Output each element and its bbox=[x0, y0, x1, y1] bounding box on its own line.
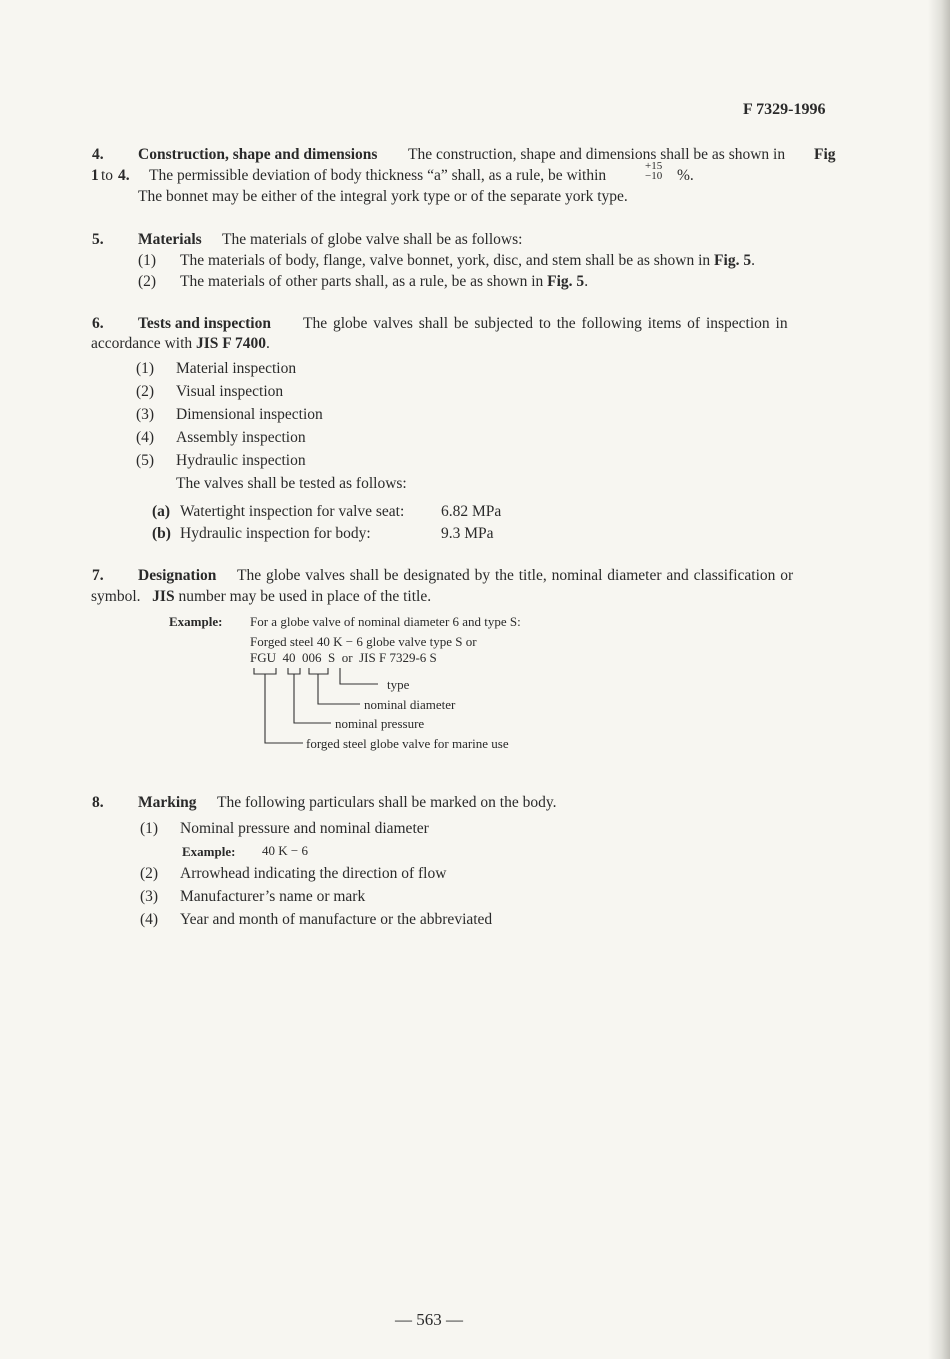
s6-item-2-num: (2) bbox=[136, 383, 155, 400]
s8-title: Marking bbox=[138, 794, 197, 811]
callout-type: type bbox=[387, 677, 410, 692]
s5-number: 5. bbox=[92, 231, 104, 248]
s6-test-b-text: Hydraulic inspection for body: bbox=[180, 525, 371, 542]
s5-item-1-end: . bbox=[751, 252, 755, 269]
bracket-40 bbox=[288, 668, 300, 674]
s5-item-1-ref: Fig. 5 bbox=[714, 252, 752, 269]
leader-nominal-pressure bbox=[294, 674, 331, 723]
s6-test-a-value: 6.82 MPa bbox=[441, 503, 502, 520]
s6-line2-text: accordance with bbox=[91, 335, 193, 352]
s5-item-2-num: (2) bbox=[138, 273, 157, 290]
s7-jis-code: JIS F 7329-6 S bbox=[359, 650, 437, 665]
s4-fig-ref-4: 4. bbox=[118, 167, 130, 184]
leader-type bbox=[340, 668, 378, 684]
s6-item-1-text: Material inspection bbox=[176, 360, 297, 377]
s6-item-2-text: Visual inspection bbox=[176, 383, 284, 400]
s7-forged: Forged steel 40 K − 6 globe valve type S or bbox=[250, 634, 477, 649]
s8-item-4-num: (4) bbox=[140, 911, 159, 928]
s8-item-3-num: (3) bbox=[140, 888, 159, 905]
s7-title: Designation bbox=[138, 567, 217, 584]
s6-item-5-num: (5) bbox=[136, 452, 155, 469]
s6-title: Tests and inspection bbox=[138, 315, 271, 332]
s7-code: FGU 40 006 S bbox=[250, 650, 336, 665]
s6-item-1-num: (1) bbox=[136, 360, 155, 377]
s7-jis: JIS bbox=[152, 588, 175, 605]
s4-fig-ref: Fig bbox=[814, 146, 836, 163]
s4-to: to bbox=[101, 167, 114, 184]
s6-number: 6. bbox=[92, 315, 104, 332]
s4-title: Construction, shape and dimensions bbox=[138, 146, 378, 163]
s7-line2b: number may be used in place of the title. bbox=[178, 588, 432, 605]
s5-item-1-num: (1) bbox=[138, 252, 157, 269]
page-number: — 563 — bbox=[395, 1310, 463, 1329]
s6-test-a-text: Watertight inspection for valve seat: bbox=[180, 503, 405, 520]
s6-item-4-num: (4) bbox=[136, 429, 155, 446]
s8-example-value: 40 K − 6 bbox=[262, 843, 308, 858]
s6-test-b-value: 9.3 MPa bbox=[441, 525, 494, 542]
s4-line1: The construction, shape and dimensions shall be as shown in bbox=[408, 146, 786, 163]
leader-forged-steel bbox=[265, 674, 303, 743]
s8-number: 8. bbox=[92, 794, 104, 811]
s6-tested-intro: The valves shall be tested as follows: bbox=[176, 475, 407, 492]
s4-fig-ref-1: 1 bbox=[91, 167, 99, 184]
bracket-fgu bbox=[254, 668, 276, 674]
s8-intro: The following particulars shall be marked on the body. bbox=[217, 794, 557, 811]
s8-item-4-text: Year and month of manufacture or the abbreviated bbox=[180, 911, 493, 928]
s6-test-b-label: (b) bbox=[152, 525, 171, 542]
s4-number: 4. bbox=[92, 146, 104, 163]
s7-line1: The globe valves shall be designated by the title, nominal diameter and classification or bbox=[237, 567, 794, 584]
s5-item-2-end: . bbox=[584, 273, 589, 290]
s8-example-label: Example: bbox=[182, 844, 236, 859]
callout-forged-steel: forged steel globe valve for marine use bbox=[306, 736, 509, 751]
s7-example-text: For a globe valve of nominal diameter 6 and type S: bbox=[250, 614, 521, 629]
s5-intro: The materials of globe valve shall be as follows: bbox=[222, 231, 523, 248]
s4-percent: %. bbox=[677, 167, 694, 184]
bracket-006 bbox=[309, 668, 328, 674]
s8-item-2-num: (2) bbox=[140, 865, 159, 882]
s5-title: Materials bbox=[138, 231, 202, 248]
s6-jis-ref: JIS F 7400 bbox=[196, 335, 267, 352]
s5-item-2-ref: Fig. 5 bbox=[547, 273, 585, 290]
document-id: F 7329-1996 bbox=[743, 101, 826, 118]
s4-line3: The bonnet may be either of the integral york type or of the separate york type. bbox=[138, 188, 628, 205]
s4-line2: The permissible deviation of body thickness “a” shall, as a rule, be within bbox=[149, 167, 607, 184]
callout-nominal-diameter: nominal diameter bbox=[364, 697, 456, 712]
s6-test-a-label: (a) bbox=[152, 503, 171, 520]
s8-item-1-num: (1) bbox=[140, 820, 159, 837]
s6-item-3-num: (3) bbox=[136, 406, 155, 423]
s5-item-1-body: The materials of body, flange, valve bonnet, york, disc, and stem shall be as shown in bbox=[180, 252, 711, 269]
s8-item-1-text: Nominal pressure and nominal diameter bbox=[180, 820, 429, 837]
s8-item-3-text: Manufacturer’s name or mark bbox=[180, 888, 366, 905]
s6-line1: The globe valves shall be subjected to the following items of inspection in bbox=[303, 315, 788, 332]
s7-line2a: symbol. bbox=[91, 588, 141, 605]
s8-item-2-text: Arrowhead indicating the direction of flow bbox=[180, 865, 447, 882]
s6-line2-end: . bbox=[266, 335, 270, 352]
s6-item-3-text: Dimensional inspection bbox=[176, 406, 323, 423]
s7-example-label: Example: bbox=[169, 614, 223, 629]
s5-item-2-body: The materials of other parts shall, as a rule, be as shown in bbox=[180, 273, 544, 290]
tolerance-top: +15 bbox=[645, 160, 663, 172]
leader-nominal-diameter bbox=[318, 674, 360, 704]
tolerance-bottom: −10 bbox=[645, 170, 663, 182]
s6-item-5-text: Hydraulic inspection bbox=[176, 452, 306, 469]
s7-number: 7. bbox=[92, 567, 104, 584]
callout-nominal-pressure: nominal pressure bbox=[335, 716, 425, 731]
s6-item-4-text: Assembly inspection bbox=[176, 429, 306, 446]
s7-or: or bbox=[341, 650, 353, 665]
